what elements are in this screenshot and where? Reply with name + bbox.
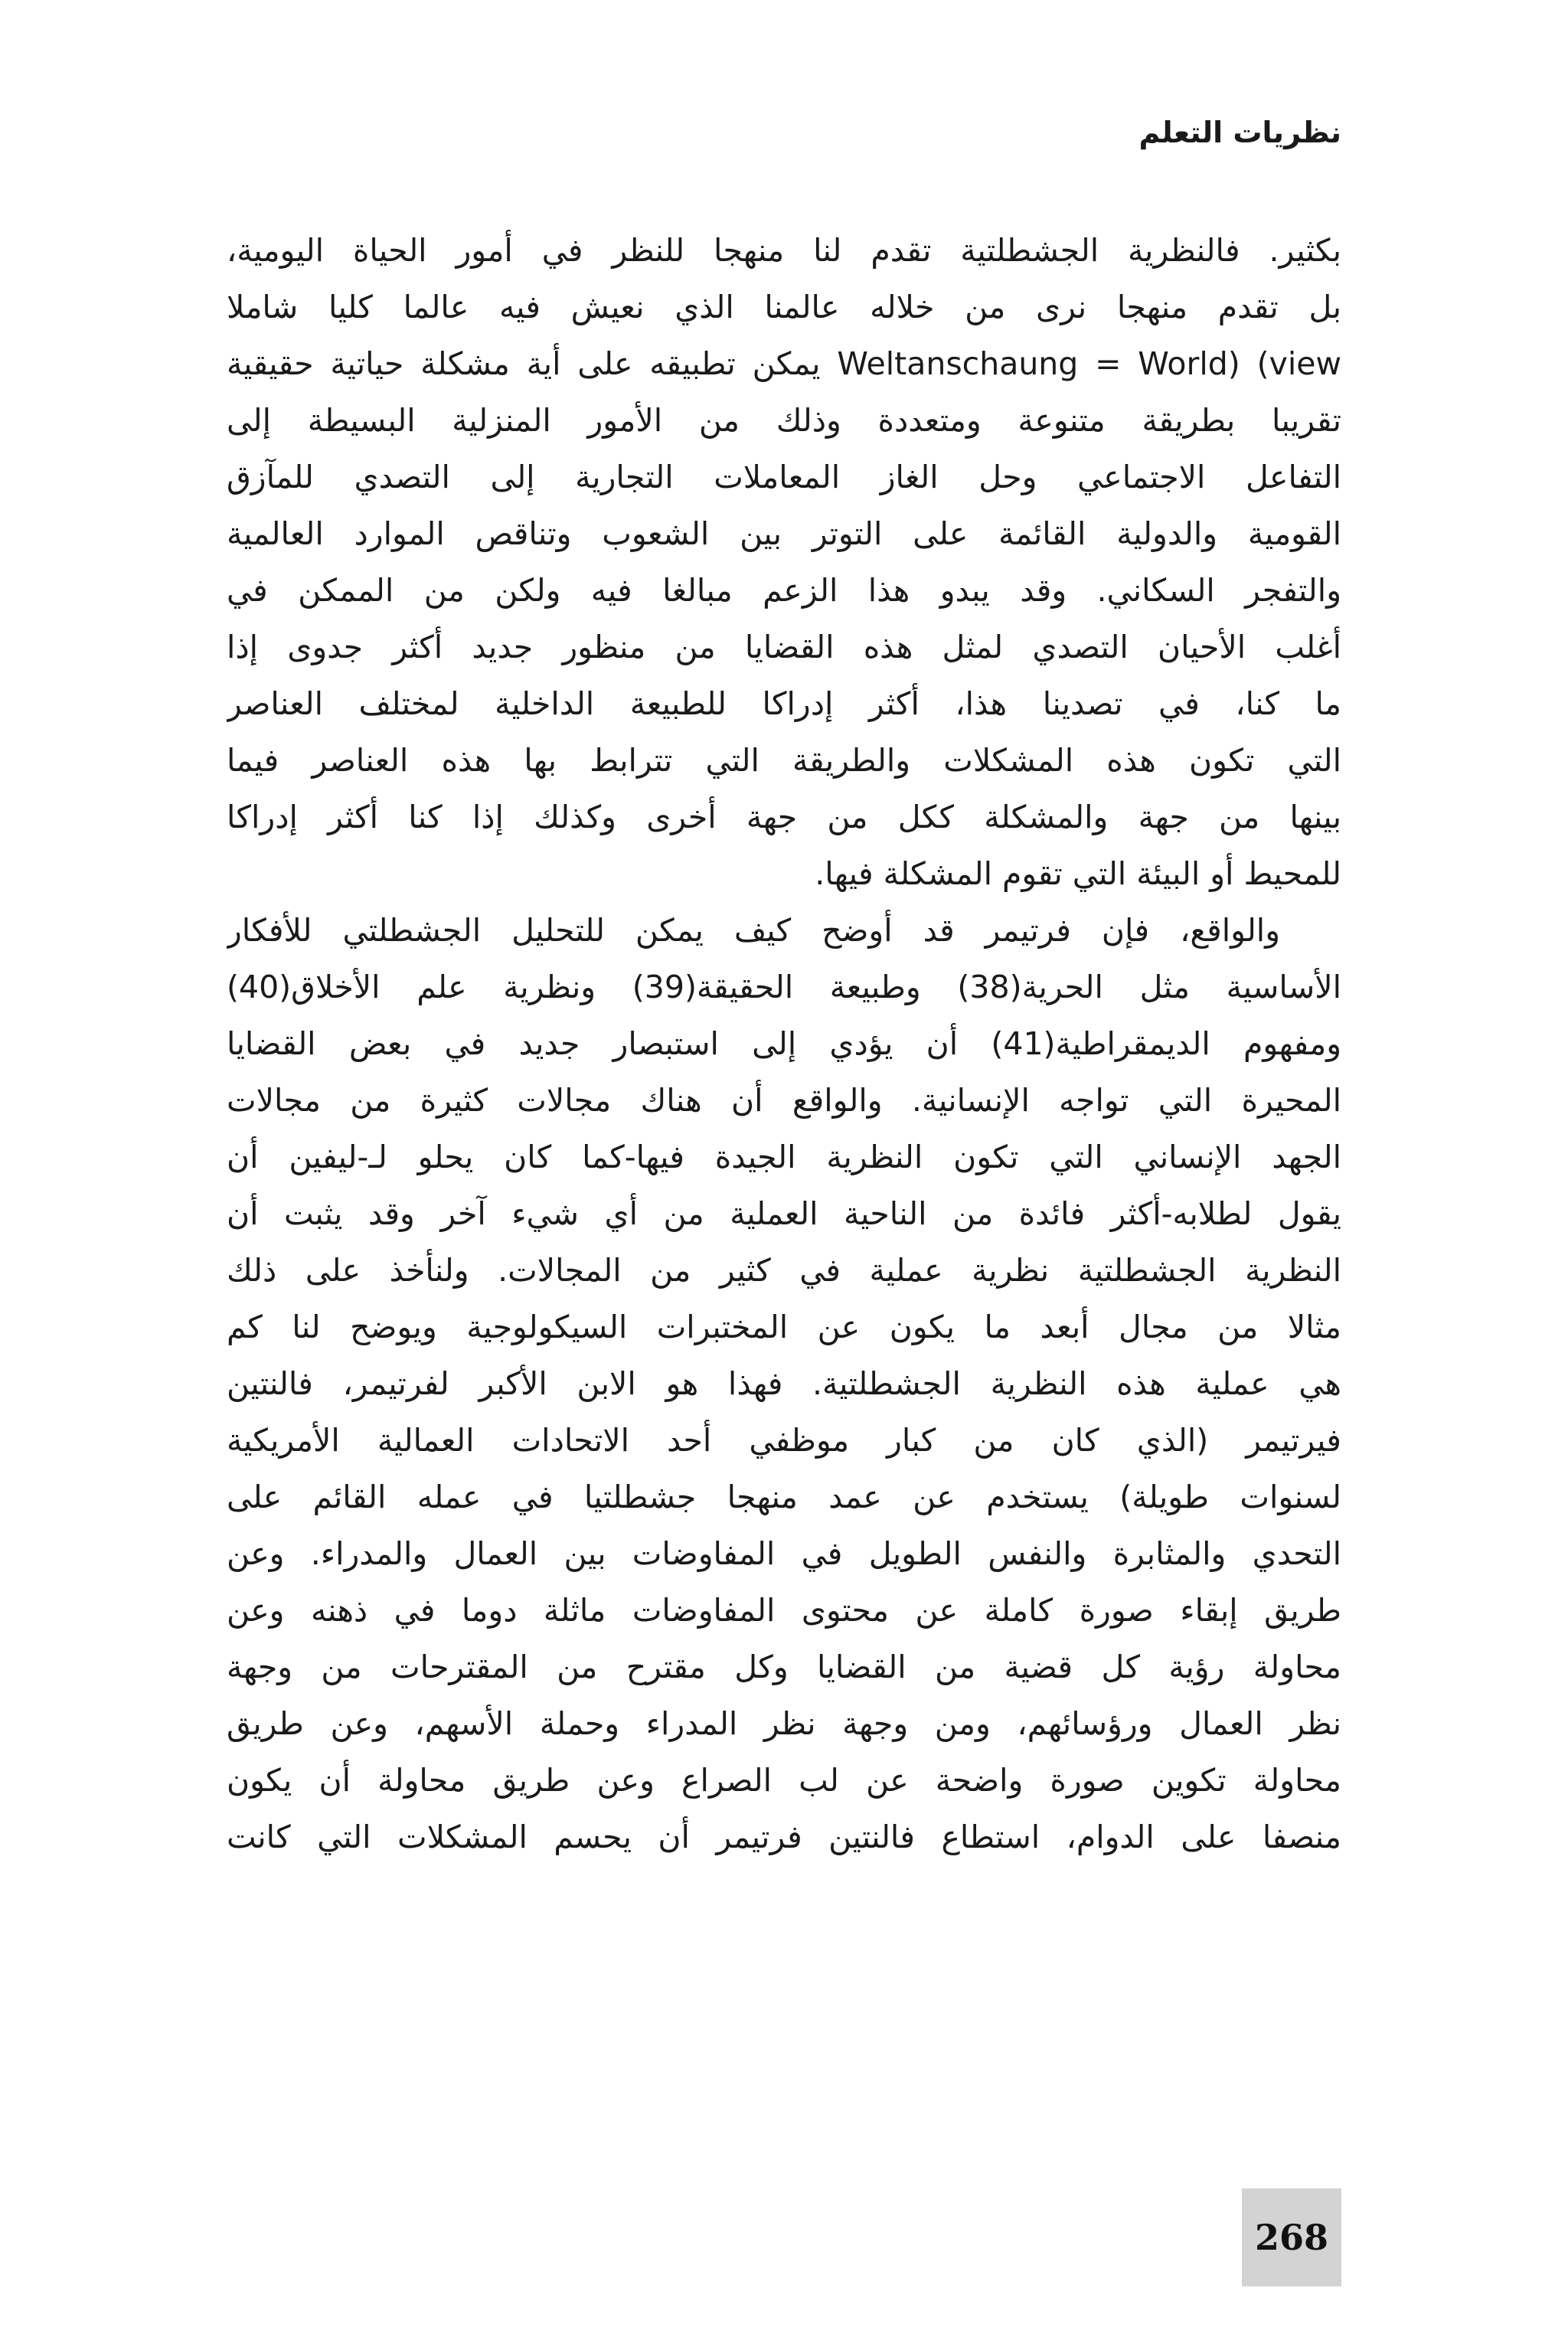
text-line: ما كنا، في تصدينا هذا، أكثر إدراكا للطبيعة الداخلية لمختلف العناصر [227,685,1341,722]
running-header: نظريات التعلم [1138,116,1341,149]
body-text [227,222,1341,1865]
text-line: أغلب الأحيان التصدي لمثل هذه القضايا من منظور جديد أكثر جدوى إذا [227,629,1341,665]
text-line: ومفهوم الديمقراطية(41) أن يؤدي إلى استبصار جديد في بعض القضايا [227,1025,1341,1062]
text-line: النظرية الجشطلتية نظرية عملية في كثير من المجالات. ولنأخذ على ذلك [227,1252,1341,1289]
text-line: محاولة رؤية كل قضية من القضايا وكل مقترح من المقترحات من وجهة [227,1649,1341,1685]
text-line: طريق إبقاء صورة كاملة عن محتوى المفاوضات ماثلة دوما في ذهنه وعن [227,1592,1341,1629]
text-line: Weltanschaung = World) (view يمكن تطبيقه على أية مشكلة حياتية حقيقية [227,345,1341,382]
text-line: يقول لطلابه-أكثر فائدة من الناحية العملية من أي شيء آخر وقد يثبت أن [227,1195,1341,1232]
text-line: محاولة تكوين صورة واضحة عن لب الصراع وعن طريق محاولة أن يكون [227,1762,1341,1799]
text-line: القومية والدولية القائمة على التوتر بين الشعوب وتناقص الموارد العالمية [227,515,1341,552]
text-line: المحيرة التي تواجه الإنسانية. والواقع أن هناك مجالات كثيرة من مجالات [227,1082,1341,1119]
text-line: هي عملية هذه النظرية الجشطلتية. فهذا هو الابن الأكبر لفرتيمر، فالنتين [227,1365,1341,1402]
page-number: 268 [1242,2188,1341,2286]
text-line: تقريبا بطريقة متنوعة ومتعددة وذلك من الأمور المنزلية البسيطة إلى [227,402,1341,439]
text-line: بينها من جهة والمشكلة ككل من جهة أخرى وكذلك إذا كنا أكثر إدراكا [227,799,1341,835]
text-line: بكثير. فالنظرية الجشطلتية تقدم لنا منهجا للنظر في أمور الحياة اليومية، [227,232,1341,269]
text-line: والواقع، فإن فرتيمر قد أوضح كيف يمكن للتحليل الجشطلتي للأفكار [227,912,1280,949]
text-line: نظر العمال ورؤسائهم، ومن وجهة نظر المدراء وحملة الأسهم، وعن طريق [227,1705,1341,1742]
text-line: التفاعل الاجتماعي وحل الغاز المعاملات التجارية إلى التصدي للمآزق [227,459,1341,495]
text-line: للمحيط أو البيئة التي تقوم المشكلة فيها. [815,855,1341,892]
text-line: التحدي والمثابرة والنفس الطويل في المفاوضات بين العمال والمدراء. وعن [227,1535,1341,1572]
text-line: الجهد الإنساني التي تكون النظرية الجيدة فيها-كما كان يحلو لـ-ليفين أن [227,1139,1341,1175]
text-line: مثالا من مجال أبعد ما يكون عن المختبرات السيكولوجية ويوضح لنا كم [227,1309,1341,1345]
text-line: التي تكون هذه المشكلات والطريقة التي تترابط بها هذه العناصر فيما [227,742,1341,779]
text-line: والتفجر السكاني. وقد يبدو هذا الزعم مبالغا فيه ولكن من الممكن في [227,572,1341,609]
text-line: منصفا على الدوام، استطاع فالنتين فرتيمر أن يحسم المشكلات التي كانت [227,1819,1341,1855]
text-line: فيرتيمر (الذي كان من كبار موظفي أحد الاتحادات العمالية الأمريكية [227,1422,1341,1459]
text-line: الأساسية مثل الحرية(38) وطبيعة الحقيقة(39) ونظرية علم الأخلاق(40) [227,969,1341,1005]
text-line: لسنوات طويلة) يستخدم عن عمد منهجا جشطلتيا في عمله القائم على [227,1479,1341,1515]
text-line: بل تقدم منهجا نرى من خلاله عالمنا الذي نعيش فيه عالما كليا شاملا [227,289,1341,325]
